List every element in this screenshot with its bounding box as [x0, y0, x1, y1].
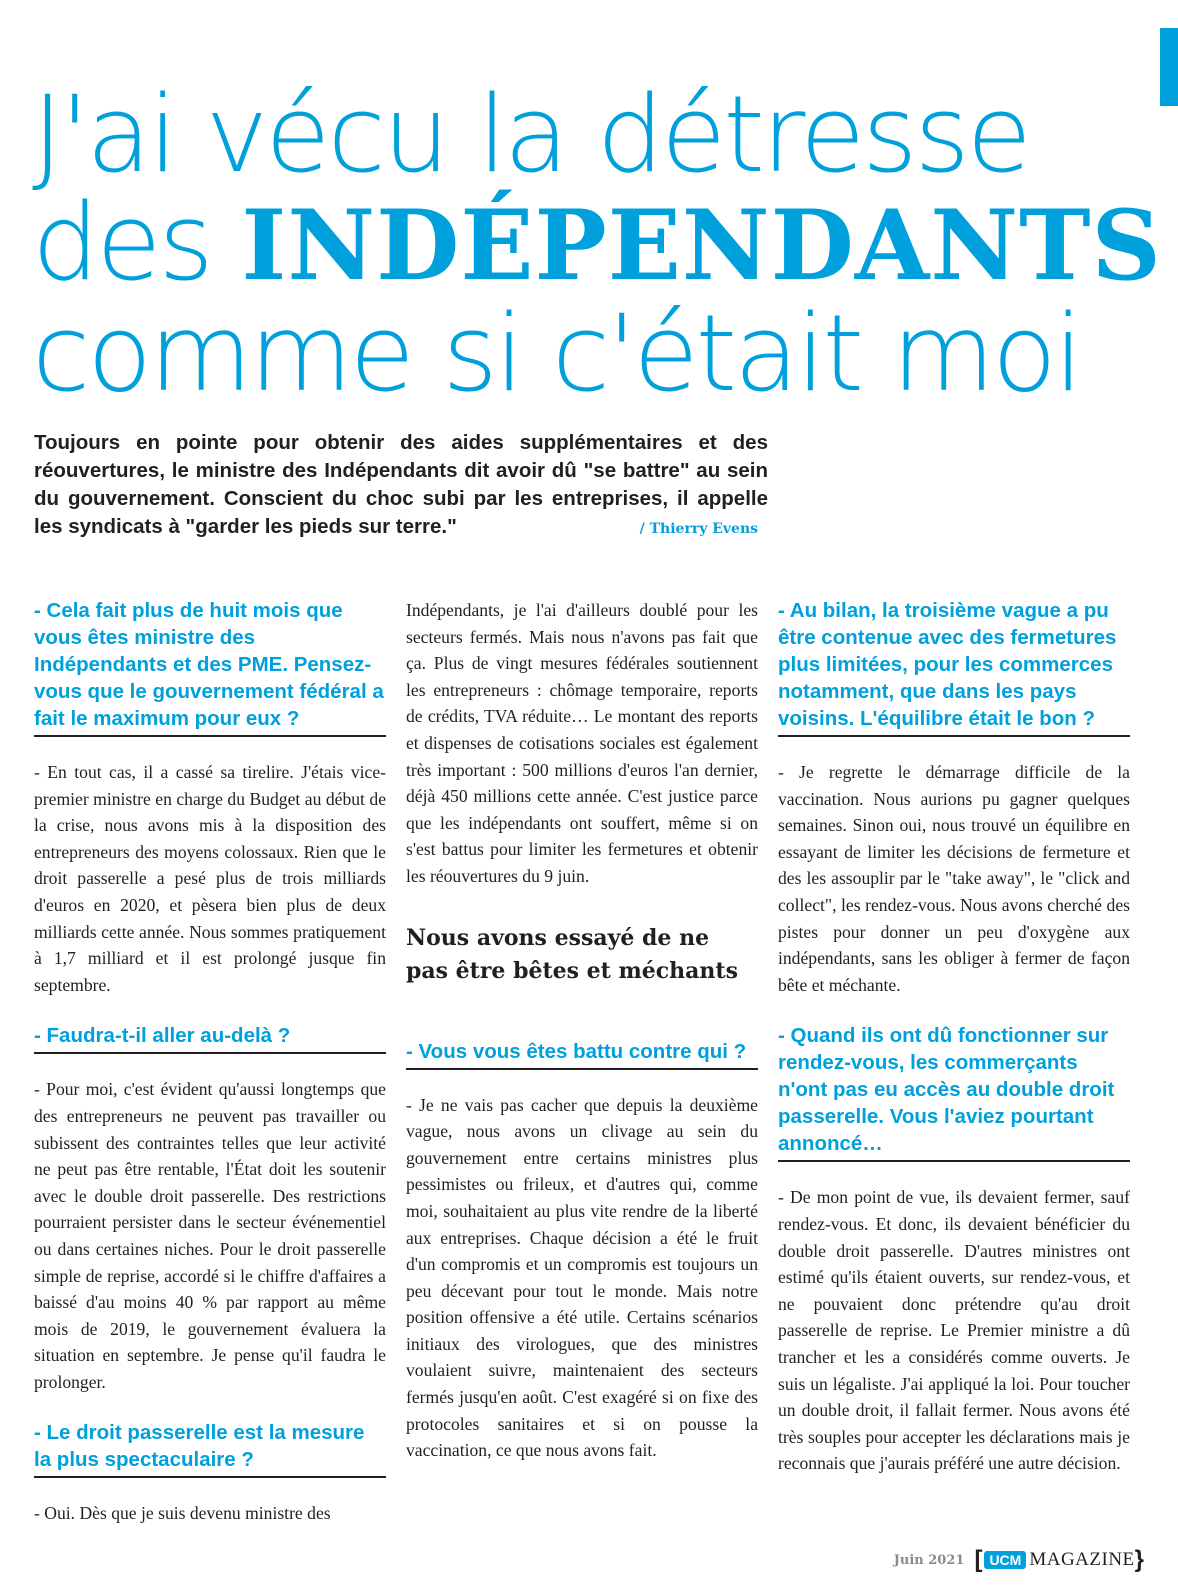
- title-line-2: [32, 181, 1162, 305]
- edge-accent-bar: [1160, 28, 1178, 106]
- footer-date: Juin 2021: [893, 1552, 965, 1568]
- question-4: - Vous vous êtes battu contre qui ?: [406, 1038, 758, 1070]
- question-6: - Quand ils ont dû fonctionner sur rendez-vous, les commerçants n'ont pas eu accès au double droit passerelle. Vous l'aviez pourtant annoncé…: [778, 1022, 1130, 1162]
- pull-quote: Nous avons essayé de ne pas être bêtes et méchants: [406, 924, 738, 984]
- answer-3-continued: Indépendants, je l'ai d'ailleurs doublé pour les secteurs fermés. Mais nous n'avons pas fait que ça. Plus de vingt mesures fédérales soutiennent les entrepreneurs : chômage temporaire, reports de crédits, TVA réduite… Le montant des reports et dispenses de cotisations sociales est également très important : 500 millions d'euros l'an dernier, déjà 450 millions cette année. C'est justice parce que les indépendants ont souffert, même si on s'est battus pour limiter les fermetures et obtenir les réouvertures du 9 juin.: [406, 600, 758, 886]
- logo-bracket-close: }: [1134, 1546, 1144, 1573]
- title-line-2-bold: INDÉPENDANTS: [241, 189, 1162, 303]
- question-1: - Cela fait plus de huit mois que vous êtes ministre des Indépendants et des PME. Pensez-vous que le gouvernement fédéral a fait le maximum pour eux ?: [34, 597, 386, 737]
- lead-paragraph: Toujours en pointe pour obtenir des aides supplémentaires et des réouvertures, le ministre des Indépendants dit avoir dû "se battre" au sein du gouvernement. Conscient du choc subi par les entreprises, il appelle les syndicats à "garder les pieds sur terre.": [34, 430, 768, 538]
- answer-6: - De mon point de vue, ils devaient fermer, sauf rendez-vous. Et donc, ils devaient bénéficier du double droit passerelle. D'autres ministres ont estimé qu'ils étaient ouverts, sur rendez-vous, et ne pouvaient donc prétendre qu'au droit passerelle de reprise. Le Premier ministre a dû trancher et les a considérés comme ouverts. Je suis un légaliste. J'ai appliqué la loi. Pour toucher un double droit, il fallait fermer. Nous avons été très souples pour accepter les déclarations mais je reconnais que j'aurais préféré une autre décision.: [778, 1187, 1130, 1474]
- article-title: [32, 73, 1162, 416]
- answer-5: - Je regrette le démarrage difficile de la vaccination. Nous aurions pu gagner quelques semaines. Sinon oui, nous trouvé un équilibre en essayant de limiter les décisions de fermeture et des les assouplir par le "take away", le "click and collect", les rendez-vous. Nous avons cherché des pistes pour donner un peu d'oxygène aux indépendants, sans les obliger à fermer de façon bête et méchante.: [778, 762, 1130, 995]
- question-3: - Le droit passerelle est la mesure la plus spectaculaire ?: [34, 1419, 386, 1478]
- title-line-1: J'ai vécu la détresse: [32, 73, 1029, 197]
- author-byline: / Thierry Evens: [639, 521, 758, 537]
- answer-3-start: - Oui. Dès que je suis devenu ministre des: [34, 1503, 331, 1524]
- question-2: - Faudra-t-il aller au-delà ?: [34, 1022, 386, 1054]
- logo-magazine: MAGAZINE: [1029, 1549, 1135, 1570]
- column-1: [34, 597, 386, 1551]
- column-2: [406, 597, 758, 1488]
- logo-ucm: UCM: [984, 1551, 1026, 1569]
- answer-1: - En tout cas, il a cassé sa tirelire. J'étais vice-premier ministre en charge du Budget au début de la crise, nous avons mis à la disposition des entrepreneurs des moyens colossaux. Rien que le droit passerelle a pesé plus de trois milliards d'euros en 2020, et pèsera bien plus de deux milliards cette année. Nous sommes pratiquement à 1,7 milliard et il est prolongé jusque fin septembre.: [34, 762, 386, 995]
- page-footer: [894, 1548, 1144, 1572]
- question-5: - Au bilan, la troisième vague a pu être contenue avec des fermetures plus limitées, pour les commerces notamment, que dans les pays voisins. L'équilibre était le bon ?: [778, 597, 1130, 737]
- logo-bracket-open: [: [974, 1546, 983, 1573]
- title-line-3: comme si c'était moi: [32, 292, 1081, 416]
- title-line-2-light: des: [32, 181, 242, 305]
- answer-4: - Je ne vais pas cacher que depuis la deuxième vague, nous avons un clivage au sein du gouvernement entre certains ministres plus pessimistes ou frileux, et d'autres qui, comme moi, souhaitaient au plus vite rendre de la liberté aux entreprises. Chaque décision a été le fruit d'un compromis et un compromis est toujours un peu décevant pour tout le monde. Mais notre position offensive a été utile. Certains scénarios initiaux des virologues, que des ministres voulaient suivre, maintenaient des secteurs fermés jusqu'en août. C'est exagéré si on fixe des protocoles sanitaires et si on pousse la vaccination, ce que nous avons fait.: [406, 1094, 758, 1461]
- column-3: [778, 597, 1130, 1501]
- answer-2: - Pour moi, c'est évident qu'aussi longtemps que des entrepreneurs ne peuvent pas travailler ou subissent des contraintes telles que leur activité ne peut pas être rentable, l'État doit les soutenir avec le double droit passerelle. Des restrictions pourraient persister dans le secteur événementiel ou dans certaines niches. Pour le droit passerelle simple de reprise, accordé si le chiffre d'affaires a baissé d'au moins 40 % par rapport au même mois de 2019, le gouvernement évaluera la situation en septembre. Je pense qu'il faudra le prolonger.: [34, 1079, 386, 1392]
- ucm-magazine-logo: [974, 1548, 1144, 1572]
